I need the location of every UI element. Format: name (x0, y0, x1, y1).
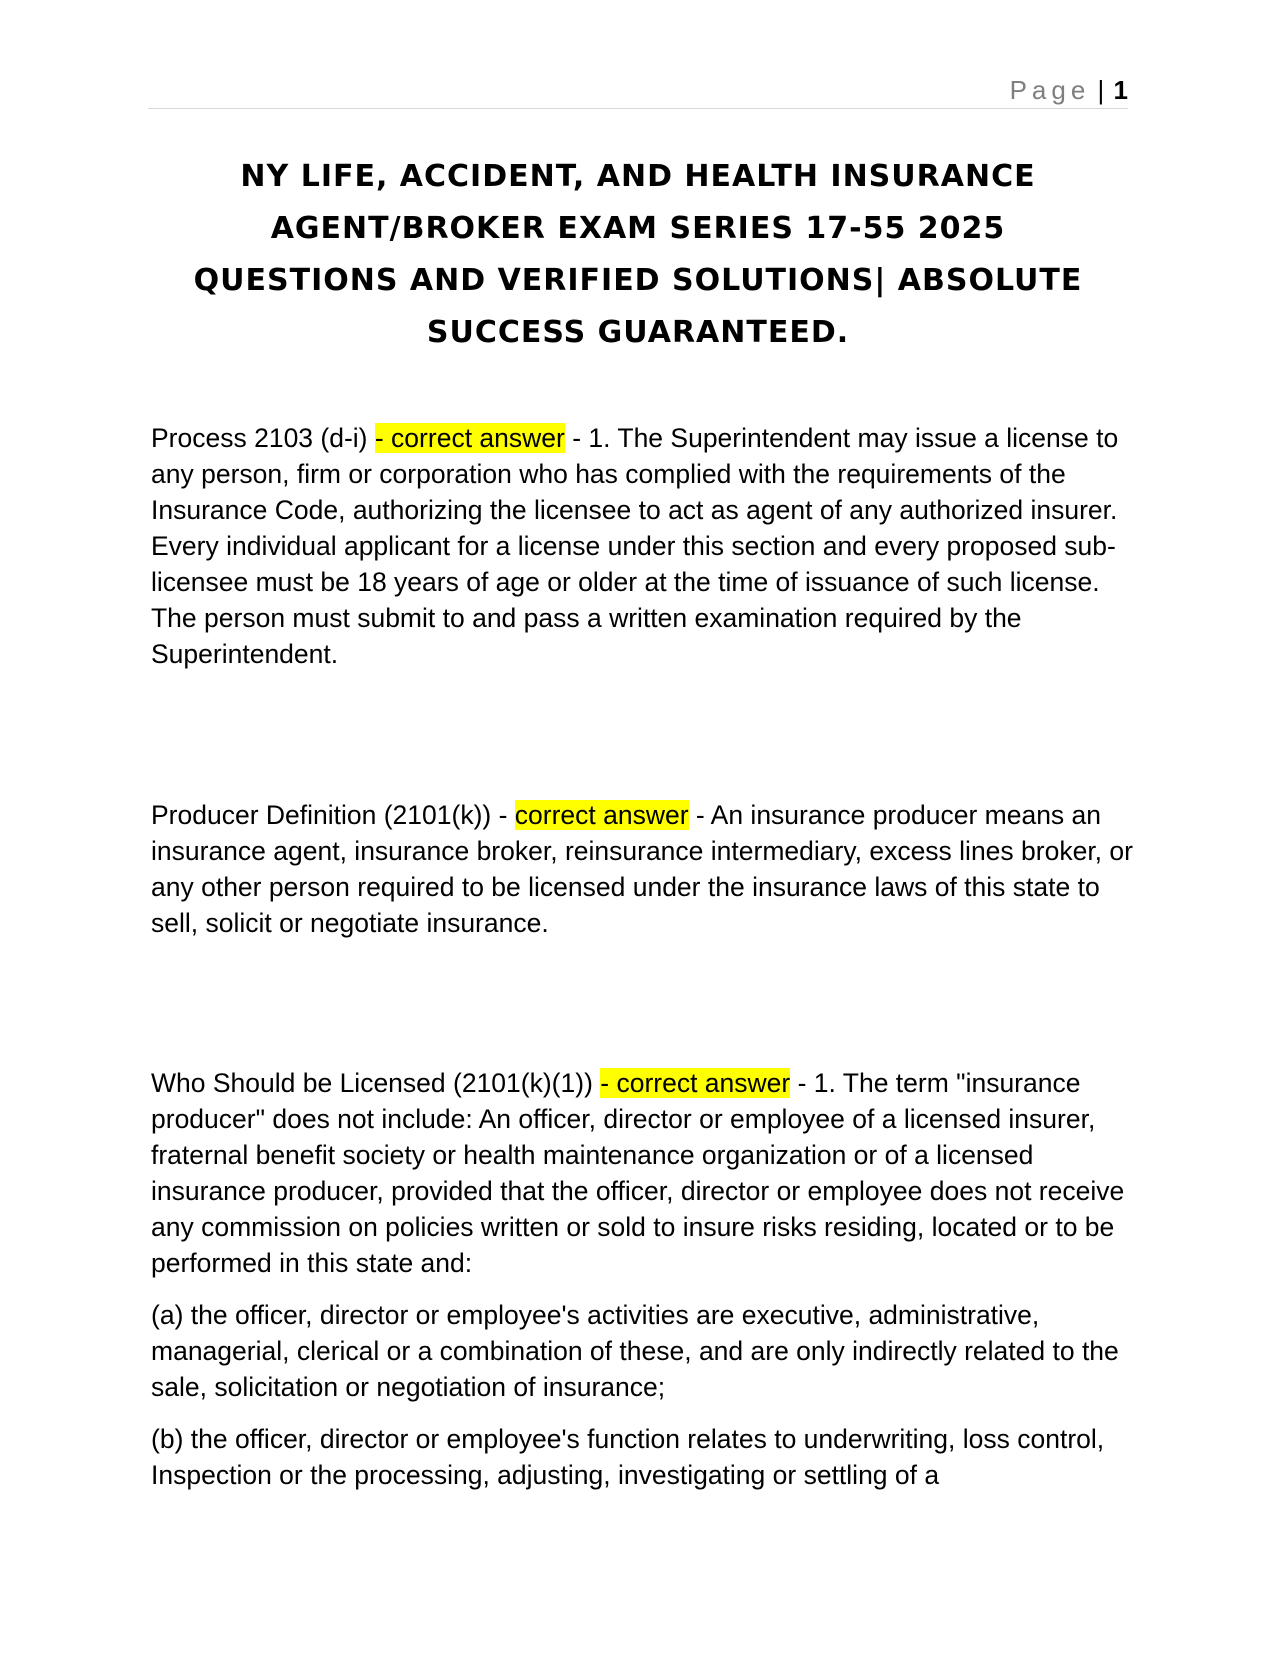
qa-subclause-a: (a) the officer, director or employee's activities are executive, administrative, managerial, clerical or a combination of these, and are only indirectly related to the sale, solicitation or negotiation of insurance; (151, 1300, 1119, 1402)
qa-entry (151, 420, 1136, 672)
qa-subclause-b: (b) the officer, director or employee's function relates to underwriting, loss control, Inspection or the processing, adjusting, investigating or settling of a (151, 1424, 1105, 1490)
title-line: SUCCESS GUARANTEED. (426, 315, 850, 350)
page-separator: | (1097, 75, 1105, 105)
answer-highlight: - correct answer (374, 423, 565, 453)
qa-term: Process 2103 (d-i) (151, 423, 375, 453)
document-title (148, 151, 1128, 359)
answer-highlight: correct answer (514, 800, 689, 830)
qa-entry (151, 797, 1136, 941)
answer-highlight: - correct answer (600, 1068, 791, 1098)
qa-paragraph (151, 797, 1136, 941)
qa-term: Producer Definition (2101(k)) - (151, 800, 515, 830)
title-line: NY LIFE, ACCIDENT, AND HEALTH INSURANCE (240, 159, 1036, 194)
page-label: Page (1009, 75, 1091, 105)
page-number: 1 (1113, 75, 1128, 105)
qa-entry (151, 1065, 1136, 1493)
qa-term: Who Should be Licensed (2101(k)(1)) (151, 1068, 601, 1098)
page-header (148, 72, 1128, 109)
qa-paragraph (151, 1065, 1136, 1281)
qa-answer: - 1. The Superintendent may issue a license to any person, firm or corporation who has complied with the requirements of the Insurance Code, authorizing the licensee to act as agent of any authorized insurer. Every individual applicant for a license under this section and every proposed sub-licensee must be 18 years of age or older at the time of issuance of such license. The person must submit to and pass a written examination required by the Superintendent. (151, 423, 1119, 669)
qa-answer: - An insurance producer means an insurance agent, insurance broker, reinsurance intermediary, excess lines broker, or any other person required to be licensed under the insurance laws of this state to sell, solicit or negotiate insurance. (151, 800, 1133, 938)
title-line: AGENT/BROKER EXAM SERIES 17-55 2025 (270, 211, 1006, 246)
title-line: QUESTIONS AND VERIFIED SOLUTIONS| ABSOLUTE (193, 263, 1083, 298)
qa-answer: - 1. The term "insurance producer" does not include: An officer, director or employee of a licensed insurer, fraternal benefit society or health maintenance organization or of a licensed insurance producer, provided that the officer, director or employee does not receive any commission on policies written or sold to insure risks residing, located or to be performed in this state and: (151, 1068, 1125, 1278)
qa-paragraph (151, 420, 1136, 672)
